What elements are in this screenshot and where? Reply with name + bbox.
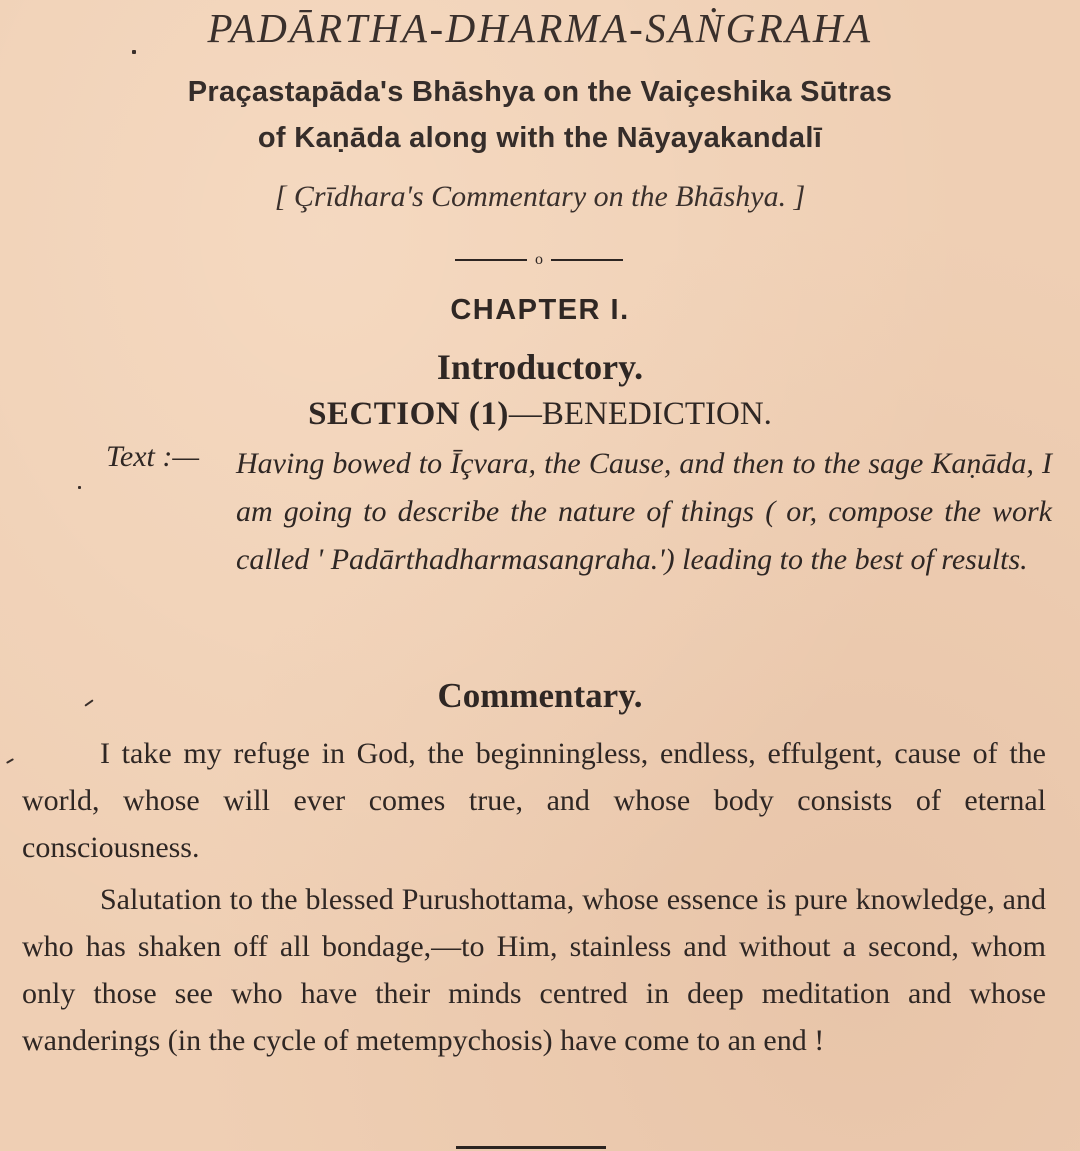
divider-line-left	[455, 259, 527, 261]
commentary-heading: Commentary.	[437, 676, 643, 715]
book-title: PADĀRTHA-DHARMA-SAṄGRAHA	[207, 5, 873, 51]
chapter-heading: CHAPTER I.	[450, 294, 630, 326]
divider-mark: o	[535, 251, 543, 268]
ink-speck	[132, 50, 136, 54]
text-body: Having bowed to Īçvara, the Cause, and then to the sage Kaṇāda, I am going to describe the nature of things ( or, compose the work called ' Padārthadharmasangraha.') leading to the best of results.	[236, 447, 1052, 576]
commentary-paragraph-2: Salutation to the blessed Purushottama, whose essence is pure knowledge, and who has shaken off all bondage,—to Him, stainless and without a second, whom only those see who have their minds centred in deep meditation and whose wanderings (in the cycle of metempychosis) have come to an end !	[22, 883, 1046, 1057]
divider-line-right	[551, 259, 623, 261]
ink-speck	[78, 486, 81, 489]
text-label: Text :—	[106, 440, 200, 473]
section-title: —BENEDICTION.	[508, 396, 772, 432]
chapter-subheading: Introductory.	[436, 347, 644, 387]
bottom-rule	[456, 1146, 606, 1149]
section-heading	[0, 396, 1080, 433]
commentary-attribution: [ Çrīdhara's Commentary on the Bhāshya. ]	[274, 180, 806, 213]
subtitle-line-2: of Kaṇāda along with the Nāyayakandalī	[257, 122, 823, 154]
commentary-paragraph-1: I take my refuge in God, the beginningless, endless, effulgent, cause of the world, whose will ever comes true, and whose body consists of eternal consciousness.	[22, 737, 1046, 864]
ink-speck	[6, 758, 14, 764]
ornamental-divider	[455, 248, 623, 272]
section-label: SECTION (1)	[308, 396, 509, 432]
subtitle-line-1: Praçastapāda's Bhāshya on the Vaiçeshika Sūtras	[187, 76, 893, 108]
